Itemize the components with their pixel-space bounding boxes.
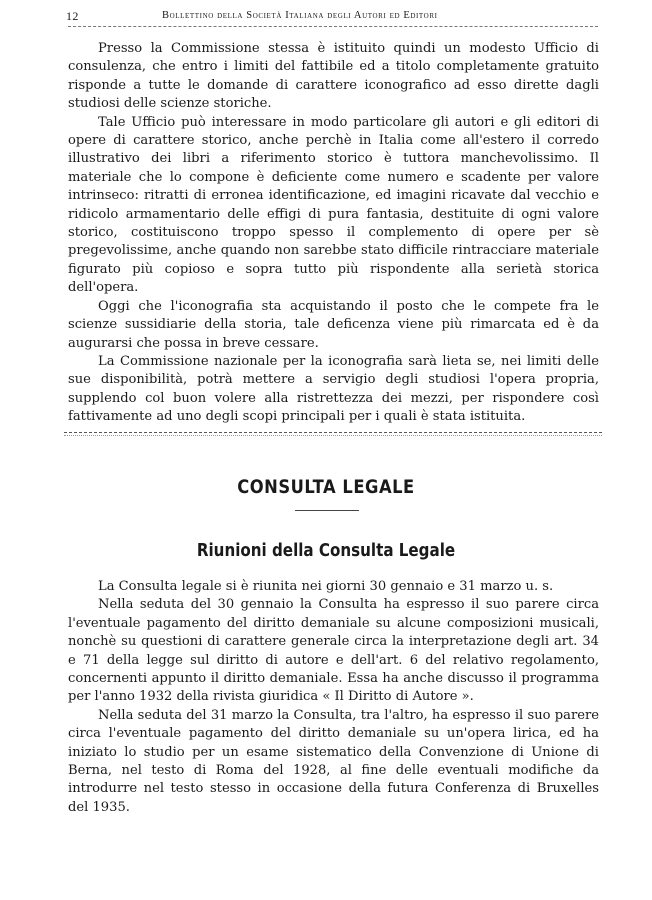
paragraph: Nella seduta del 30 gennaio la Consulta ha espresso il suo parere circa l'eventuale pagamento del diritto demaniale su alcune composizioni musicali, nonchè su questioni di carattere generale circa la interpretazione degli art. 34 e 71 della legge sul diritto di autore e dell'art. 6 del relativo regolamento, concernenti appunto il diritto demaniale. Essa ha anche discusso il programma per l'anno 1932 della rivista giuridica « Il Diritto di Autore ». xyxy=(68,597,599,705)
paragraph: La Commissione nazionale per la iconografia sarà lieta se, nei limiti delle sue disponibilità, potrà mettere a servigio degli studiosi l'opera propria, supplendo col buon volere alla ristrettezza dei mezzi, per rispondere così fattivamente ad uno degli scopi principali per i quali è stata istituita. xyxy=(68,353,599,425)
running-header xyxy=(66,9,600,27)
journal-title: Bollettino della Società Italiana degli Autori ed Editori xyxy=(162,10,438,21)
page-number: 12 xyxy=(66,9,79,23)
section-divider xyxy=(64,431,602,437)
paragraph: Tale Ufficio può interessare in modo particolare gli autori e gli editori di opere di carattere storico, anche perchè in Italia come all'estero il corredo illustrativo dei libri a riferimento storico è tuttora manchevolissimo. Il materiale che lo compone è deficiente come numero e scadente per valore intrinseco: ritratti di erronea identificazione, ed imagini ricavate dal vecchio e ridicolo armamentario delle effigi di pura fantasia, destituite di ogni valore storico, costituiscono troppo spesso il complemento di opere per sè pregevolissime, anche quando non sarebbe stato difficile rintracciare materiale figurato più copioso e sopra tutto più rispondente alla serietà storica dell'opera. xyxy=(68,114,599,296)
title-rule xyxy=(295,510,359,511)
paragraph: Presso la Commissione stessa è istituito quindi un modesto Ufficio di consulenza, che entro i limiti del fattibile ed a titolo completamente gratuito risponde a tutte le domande di carattere iconografico ad esso dirette dagli studiosi delle scienze storiche. xyxy=(68,41,599,112)
iconography-text-block xyxy=(68,40,599,427)
divider-line xyxy=(64,435,602,436)
section-title: CONSULTA LEGALE xyxy=(237,476,415,498)
paragraph: Oggi che l'iconografia sta acquistando il posto che le compete fra le scienze sussidiarie della storia, tale deficenza viene più rimarcata ed è da augurarsi che possa in breve cessare. xyxy=(68,298,599,351)
legal-text-block xyxy=(68,578,599,817)
section-subtitle: Riunioni della Consulta Legale xyxy=(196,540,456,561)
paragraph: Nella seduta del 31 marzo la Consulta, tra l'altro, ha espresso il suo parere circa l'eventuale pagamento del diritto demaniale su un'opera lirica, ed ha iniziato lo studio per un esame sistematico della Convenzione di Unione di Berna, nel testo di Roma del 1928, al fine delle eventuali modifiche da introdurre nel testo stesso in occasione della futura Conferenza di Bruxelles del 1935. xyxy=(68,707,599,815)
header-rule xyxy=(68,26,598,27)
paragraph: La Consulta legale si è riunita nei giorni 30 gennaio e 31 marzo u. s. xyxy=(98,579,554,594)
divider-line xyxy=(64,432,602,433)
